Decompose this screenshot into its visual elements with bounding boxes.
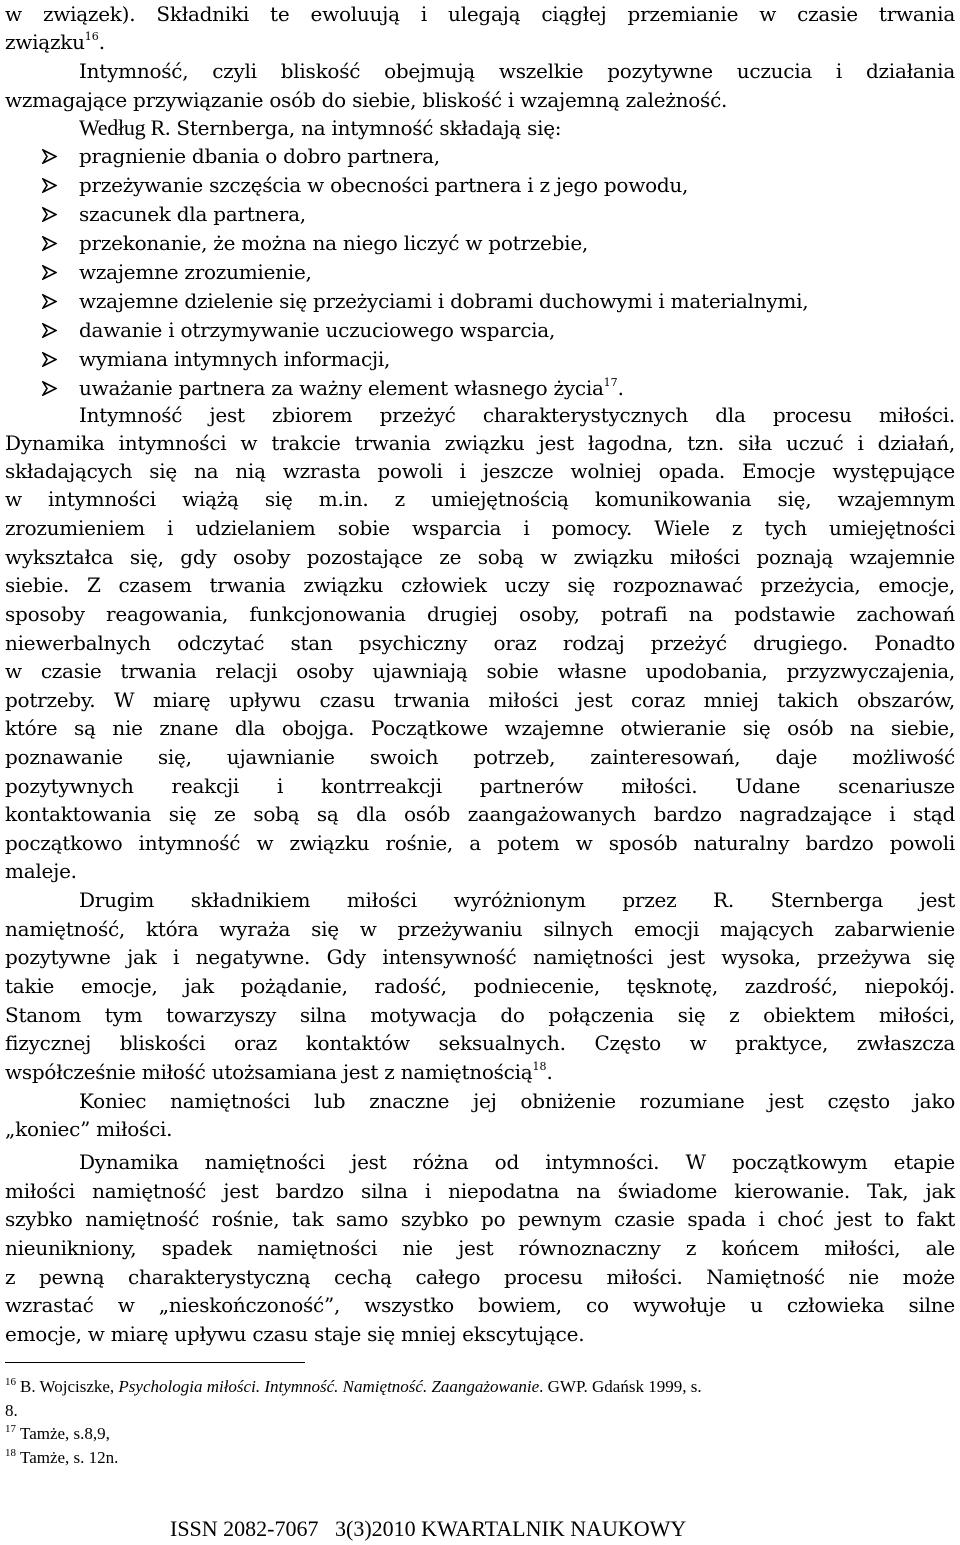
- body-line: [79, 886, 955, 914]
- body-line: [5, 429, 955, 457]
- body-line: [5, 1291, 955, 1319]
- text-span: składających się na nią wzrasta powoli i jeszcze wolniej opada. Emocje występujące: [5, 459, 955, 483]
- body-line: [5, 514, 955, 542]
- text-span: . GWP. Gdańsk 1999, s.: [539, 1377, 702, 1396]
- text-span: uważanie partnera za ważny element własnego życia: [79, 376, 604, 400]
- footnote-ref[interactable]: 17: [603, 376, 618, 389]
- text-span: Tamże, s.8,9,: [20, 1424, 110, 1443]
- text-span: Drugim składnikiem miłości wyróżnionym przez R. Sternberga jest: [79, 888, 955, 912]
- body-line: [5, 485, 955, 513]
- arrowhead-bullet-icon: [42, 142, 62, 170]
- body-line: [5, 1058, 955, 1090]
- text-span: .: [546, 1060, 553, 1084]
- text-span: współcześnie miłość utożsamiana jest z namiętnością: [5, 1060, 533, 1084]
- list-item-text: szacunek dla partnera,: [79, 202, 306, 226]
- text-span: maleje.: [5, 859, 77, 883]
- body-line: [5, 1263, 955, 1291]
- text-span: poznawanie się, ujawnianie swoich potrzeb, zainteresowań, daje możliwość: [5, 745, 955, 769]
- text-span: z pewną charakterystyczną cechą całego procesu miłości. Namiętność nie może: [5, 1265, 955, 1289]
- body-line: [79, 401, 955, 429]
- text-span: B. Wojciszke,: [20, 1377, 115, 1396]
- list-item-text: przekonanie, że można na niego liczyć w potrzebie,: [79, 231, 589, 255]
- body-line: [5, 1234, 955, 1262]
- text-span: zrozumieniem i udzielaniem sobie wsparcia i pomocy. Wiele z tych umiejętności: [5, 516, 955, 540]
- footnote-number: 17: [5, 1423, 16, 1435]
- list-item-text: wzajemne zrozumienie,: [79, 260, 312, 284]
- text-span: miłości namiętność jest bardzo silna i niepodatna na świadome kierowanie. Tak, jak: [5, 1179, 955, 1203]
- text-span: w intymności wiążą się m.in. z umiejętnością komunikowania się, wzajemnym: [5, 487, 955, 511]
- body-line: [5, 571, 955, 599]
- text-span: sposoby reagowania, funkcjonowania drugiej osoby, potrafi na podstawie zachowań: [5, 602, 955, 626]
- body-line: [5, 1001, 955, 1029]
- body-line: [79, 1087, 955, 1115]
- body-line: [5, 1115, 955, 1143]
- text-span: Intymność, czyli bliskość obejmują wszelkie pozytywne uczucia i działania: [79, 59, 955, 83]
- text-span: początkowo intymność w związku rośnie, a potem w sposób naturalny bardzo powoli: [5, 831, 955, 855]
- text-span: .: [617, 376, 624, 400]
- body-line: [5, 943, 955, 971]
- body-line: [5, 829, 955, 857]
- page-footer: [170, 1516, 686, 1542]
- text-span: takie emocje, jak pożądanie, radość, podniecenie, tęsknotę, zazdrość, niepokój.: [5, 974, 955, 998]
- footnote-number: 16: [5, 1376, 16, 1388]
- text-span: emocje, w miarę upływu czasu staje się mniej ekscytujące.: [5, 1322, 585, 1346]
- arrowhead-bullet-icon: [42, 374, 62, 402]
- text-span: Dynamika namiętności jest różna od intymności. W początkowym etapie: [79, 1150, 955, 1174]
- text-span: wzrastać w „nieskończoność”, wszystko bowiem, co wywołuje u człowieka silne: [5, 1293, 955, 1317]
- text-span: Intymność jest zbiorem przeżyć charakterystycznych dla procesu miłości.: [79, 403, 955, 427]
- body-line: [5, 0, 955, 28]
- arrowhead-bullet-icon: [42, 316, 62, 344]
- list-item-text: wzajemne dzielenie się przeżyciami i dobrami duchowymi i materialnymi,: [79, 289, 809, 313]
- body-line: [5, 686, 955, 714]
- arrowhead-bullet-icon: [42, 229, 62, 257]
- text-span: Stanom tym towarzyszy silna motywacja do połączenia się z obiektem miłości,: [5, 1003, 955, 1027]
- body-line: [79, 1148, 955, 1176]
- text-span: wykształca się, gdy osoby pozostające ze sobą w związku miłości poznają wzajemnie: [5, 545, 955, 569]
- text-span: „koniec” miłości.: [5, 1117, 173, 1141]
- text-span: Według R.: [79, 115, 171, 140]
- footnote-number: 18: [5, 1447, 16, 1459]
- body-line: [79, 114, 955, 142]
- arrowhead-bullet-icon: [42, 258, 62, 286]
- text-span: związku: [5, 30, 85, 54]
- body-line: [5, 28, 955, 60]
- text-span: potrzeby. W miarę upływu czasu trwania miłości jest coraz mniej takich obszarów,: [5, 688, 955, 712]
- text-span: Koniec namiętności lub znaczne jej obniżenie rozumiane jest często jako: [79, 1089, 955, 1113]
- list-item-text: przeżywanie szczęścia w obecności partnera i z jego powodu,: [79, 173, 689, 197]
- text-span: szybko namiętność rośnie, tak samo szybko po pewnym czasie spada i choć jest to fakt: [5, 1207, 955, 1231]
- body-line: [5, 657, 955, 685]
- body-line: [5, 800, 955, 828]
- footnote-16-cont: [5, 1400, 18, 1422]
- footer-issn: ISSN 2082-7067: [170, 1516, 319, 1541]
- text-span: wzmagające przywiązanie osób do siebie, bliskość i wzajemną zależność.: [5, 88, 728, 112]
- footnote-17: [5, 1423, 110, 1447]
- text-span: nieunikniony, spadek namiętności nie jest równoznaczny z końcem miłości, ale: [5, 1236, 955, 1260]
- text-span: fizycznej bliskości oraz kontaktów seksualnych. Często w praktyce, zwłaszcza: [5, 1031, 955, 1055]
- body-line: [5, 86, 955, 114]
- footnote-ref[interactable]: 18: [532, 1060, 547, 1073]
- body-line: [5, 857, 955, 885]
- footnote-16: [5, 1376, 702, 1400]
- body-line: [5, 915, 955, 943]
- text-span: 8.: [5, 1401, 18, 1420]
- body-line: [5, 457, 955, 485]
- footnote-18: [5, 1447, 118, 1471]
- footnote-separator: [5, 1362, 305, 1363]
- body-line: [5, 714, 955, 742]
- text-span: siebie. Z czasem trwania związku człowiek uczy się rozpoznawać przeżycia, emocje,: [5, 573, 955, 597]
- body-line: [5, 1029, 955, 1057]
- text-span: Sternberga, na intymność składają się:: [176, 116, 562, 140]
- list-item-text: pragnienie dbania o dobro partnera,: [79, 144, 440, 168]
- body-line: [5, 600, 955, 628]
- body-line: [5, 1320, 955, 1348]
- text-span: Tamże, s. 12n.: [20, 1448, 119, 1467]
- text-span: pozytywne jak i negatywne. Gdy intensywność namiętności jest wysoka, przeżywa się: [5, 945, 955, 969]
- footnote-ref[interactable]: 16: [84, 30, 99, 43]
- text-span: namiętność, która wyraża się w przeżywaniu silnych emocji mających zabarwienie: [5, 917, 955, 941]
- footnote-title: Psychologia miłości. Intymność. Namiętność. Zaangażowanie: [118, 1377, 540, 1396]
- arrowhead-bullet-icon: [42, 200, 62, 228]
- body-line: [5, 543, 955, 571]
- arrowhead-bullet-icon: [42, 171, 62, 199]
- text-span: Dynamika intymności w trakcie trwania związku jest łagodna, tzn. siła uczuć i działań,: [5, 431, 955, 455]
- footer-journal: 3(3)2010 KWARTALNIK NAUKOWY: [335, 1516, 687, 1541]
- body-line: [5, 772, 955, 800]
- body-line: [5, 629, 955, 657]
- body-line: [79, 57, 955, 85]
- body-line: [5, 743, 955, 771]
- arrowhead-bullet-icon: [42, 287, 62, 315]
- text-span: niewerbalnych odczytać stan psychiczny oraz rodzaj przeżyć drugiego. Ponadto: [5, 631, 955, 655]
- text-span: w związek). Składniki te ewoluują i ulegają ciągłej przemianie w czasie trwania: [5, 2, 955, 26]
- text-span: pozytywnych reakcji i kontrreakcji partnerów miłości. Udane scenariusze: [5, 774, 955, 798]
- body-line: [5, 1177, 955, 1205]
- arrowhead-bullet-icon: [42, 345, 62, 373]
- text-span: .: [98, 30, 105, 54]
- list-item-text: dawanie i otrzymywanie uczuciowego wsparcia,: [79, 318, 556, 342]
- text-span: które są nie znane dla obojga. Początkowe wzajemne otwieranie się osób na siebie,: [5, 716, 955, 740]
- body-line: [5, 972, 955, 1000]
- text-span: w czasie trwania relacji osoby ujawniają sobie własne upodobania, przyzwyczajenia,: [5, 659, 955, 683]
- body-line: [5, 1205, 955, 1233]
- text-span: kontaktowania się ze sobą są dla osób zaangażowanych bardzo nagradzające i stąd: [5, 802, 955, 826]
- list-item-text: wymiana intymnych informacji,: [79, 347, 391, 371]
